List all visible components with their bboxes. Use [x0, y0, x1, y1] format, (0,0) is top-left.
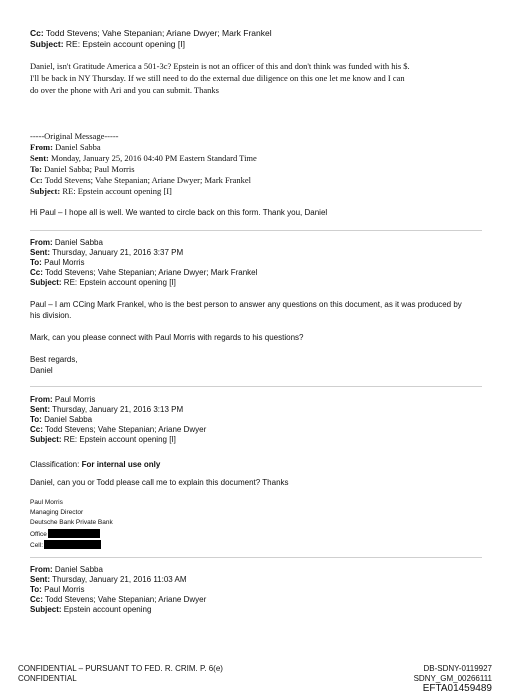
email1-body-line: Daniel, isn't Gratitude America a 501-3c? Epstein is not an officer of this and don't think was funded with his $.: [30, 61, 410, 71]
to-label: To:: [30, 585, 42, 594]
to-value: Daniel Sabba: [44, 415, 93, 424]
sent-value: Monday, January 25, 2016 04:40 PM Eastern Standard Time: [51, 153, 257, 163]
sig-title: Managing Director: [30, 509, 84, 516]
original-cc: [30, 175, 251, 185]
from-label: From:: [30, 565, 53, 574]
subject-label: Subject:: [30, 435, 62, 444]
email3-body-line: Paul – I am CCing Mark Frankel, who is the best person to answer any questions on this document, as it was produced by: [30, 300, 462, 309]
subject-label: Subject:: [30, 278, 62, 287]
sent-value: Thursday, January 21, 2016 11:03 AM: [52, 575, 187, 584]
from-label: From:: [30, 395, 53, 404]
email3-sent: [30, 248, 183, 258]
to-value: Paul Morris: [44, 258, 85, 267]
subject-value: RE: Epstein account opening [I]: [62, 186, 172, 196]
email5-to: [30, 585, 85, 595]
from-value: Paul Morris: [54, 395, 96, 404]
email1-subject: [30, 39, 185, 49]
classification-label: Classification:: [30, 460, 80, 469]
original-sent: [30, 153, 257, 163]
sent-label: Sent:: [30, 153, 49, 163]
original-to: [30, 164, 135, 174]
email3-signoff: Best regards,: [30, 355, 78, 364]
email3-subject: [30, 278, 176, 288]
sig-cell: [30, 540, 101, 550]
cc-value: Todd Stevens; Vahe Stepanian; Ariane Dwyer; Mark Frankel: [45, 28, 272, 38]
email5-cc: [30, 595, 206, 605]
email4-sent: [30, 405, 183, 415]
bates-number-db: DB-SDNY-0119927: [423, 664, 492, 673]
subject-value: Epstein account opening: [63, 605, 152, 614]
subject-label: Subject:: [30, 186, 61, 196]
from-value: Daniel Sabba: [54, 565, 103, 574]
office-label: Office: [30, 531, 47, 538]
subject-value: RE: Epstein account opening [I]: [63, 278, 176, 287]
email1-cc: [30, 28, 272, 38]
email4-subject: [30, 435, 176, 445]
email5-subject: [30, 605, 151, 615]
subject-value: RE: Epstein account opening [I]: [63, 435, 176, 444]
from-value: Daniel Sabba: [54, 238, 103, 247]
cc-value: Todd Stevens; Vahe Stepanian; Ariane Dwyer; Mark Frankel: [44, 268, 258, 277]
email3-from: [30, 238, 103, 248]
email4-classification: [30, 460, 160, 470]
sent-value: Thursday, January 21, 2016 3:37 PM: [52, 248, 184, 257]
cc-label: Cc:: [30, 595, 43, 604]
from-value: Daniel Sabba: [55, 142, 101, 152]
original-subject: [30, 186, 172, 196]
to-label: To:: [30, 164, 42, 174]
bates-number-efta: EFTA01459489: [422, 683, 492, 694]
to-label: To:: [30, 415, 42, 424]
sent-label: Sent:: [30, 405, 50, 414]
email3-cc: [30, 268, 257, 278]
sent-label: Sent:: [30, 575, 50, 584]
sig-company: Deutsche Bank Private Bank: [30, 519, 113, 526]
cc-label: Cc:: [30, 28, 44, 38]
email5-sent: [30, 575, 187, 585]
cell-label: Cell:: [30, 542, 44, 549]
footer-confidential-rule: CONFIDENTIAL – PURSUANT TO FED. R. CRIM. P. 6(e): [18, 664, 223, 673]
cc-label: Cc:: [30, 175, 43, 185]
divider: [30, 557, 482, 558]
email3-to: [30, 258, 85, 268]
sent-label: Sent:: [30, 248, 50, 257]
email4-from: [30, 395, 95, 405]
email4-to: [30, 415, 92, 425]
email3-body-line: his division.: [30, 311, 72, 320]
subject-value: RE: Epstein account opening [I]: [65, 39, 185, 49]
original-body: Hi Paul – I hope all is well. We wanted to circle back on this form. Thank you, Daniel: [30, 208, 328, 217]
cc-value: Todd Stevens; Vahe Stepanian; Ariane Dwyer: [44, 595, 207, 604]
bates-number-sdny: SDNY_GM_00266111: [413, 674, 492, 683]
sig-name: Paul Morris: [30, 499, 63, 506]
original-message-header: -----Original Message-----: [30, 131, 119, 141]
email1-body-line: I'll be back in NY Thursday. If we still need to do the external due diligence on this one let me know and I can: [30, 73, 405, 83]
to-value: Daniel Sabba; Paul Morris: [44, 164, 135, 174]
redaction-box: [48, 529, 100, 538]
email3-signature: Daniel: [30, 366, 53, 375]
classification-value: For internal use only: [81, 460, 161, 469]
from-label: From:: [30, 142, 53, 152]
email1-body-line: do over the phone with Ari and you can submit. Thanks: [30, 85, 219, 95]
email4-body: Daniel, can you or Todd please call me to explain this document? Thanks: [30, 478, 289, 487]
from-label: From:: [30, 238, 53, 247]
subject-label: Subject:: [30, 39, 64, 49]
subject-label: Subject:: [30, 605, 62, 614]
email4-cc: [30, 425, 206, 435]
sent-value: Thursday, January 21, 2016 3:13 PM: [52, 405, 184, 414]
to-value: Paul Morris: [44, 585, 85, 594]
divider: [30, 230, 482, 231]
cc-label: Cc:: [30, 268, 43, 277]
to-label: To:: [30, 258, 42, 267]
divider: [30, 386, 482, 387]
cc-value: Todd Stevens; Vahe Stepanian; Ariane Dwyer; Mark Frankel: [44, 175, 252, 185]
original-from: [30, 142, 101, 152]
email5-from: [30, 565, 103, 575]
sig-office: [30, 529, 100, 539]
cc-label: Cc:: [30, 425, 43, 434]
cc-value: Todd Stevens; Vahe Stepanian; Ariane Dwyer: [44, 425, 207, 434]
footer-confidential: CONFIDENTIAL: [18, 674, 77, 683]
redaction-box: [44, 540, 101, 549]
email3-body-line: Mark, can you please connect with Paul Morris with regards to his questions?: [30, 333, 304, 342]
